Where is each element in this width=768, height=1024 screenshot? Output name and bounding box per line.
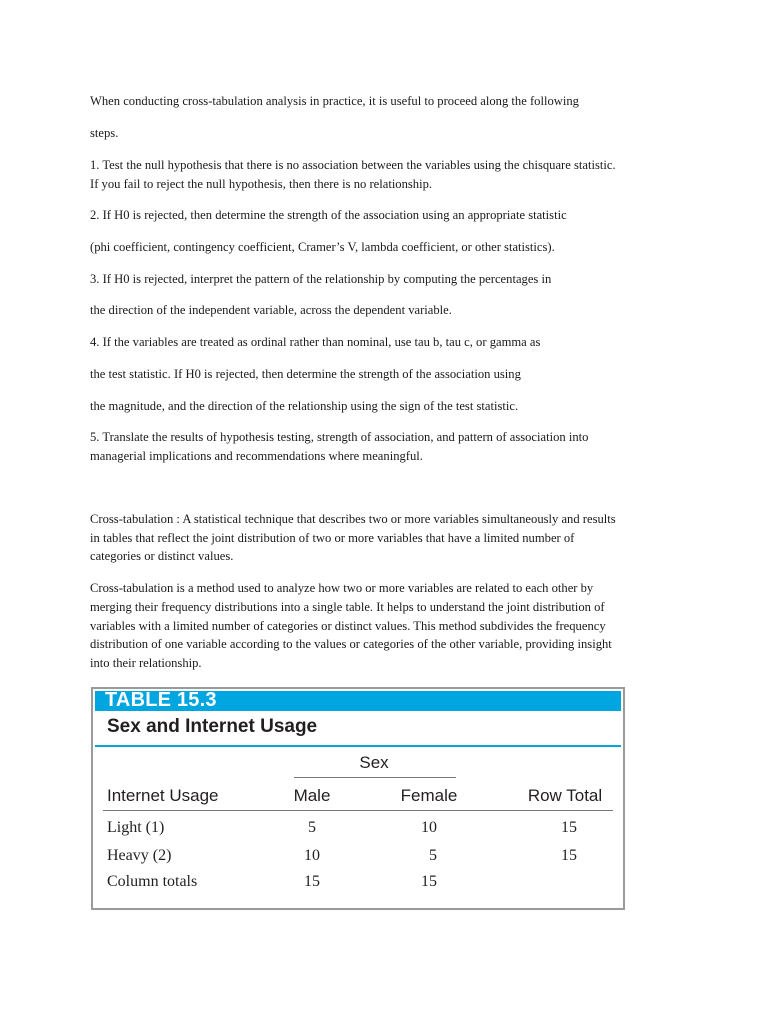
step-4-line-1: 4. If the variables are treated as ordinal rather than nominal, use tau b, tau c, or gamma as [90,335,541,349]
step-2-line-1: 2. If H0 is rejected, then determine the strength of the association using an appropriate statistic [90,208,567,222]
explanation-line-4: distribution of one variable according to the values or categories of the other variable, providing insight [90,637,612,651]
cell-heavy-female: 5 [429,847,437,864]
step-3-line-1: 3. If H0 is rejected, interpret the pattern of the relationship by computing the percentages in [90,272,552,286]
group-header-rule [294,777,456,778]
definition-line-3: categories or distinct values. [90,549,234,563]
step-4-line-3: the magnitude, and the direction of the relationship using the sign of the test statistic. [90,399,519,413]
step-1-line-1: 1. Test the null hypothesis that there is no association between the variables using the chisquare statistic. [90,158,616,172]
table-figure [91,687,625,910]
cell-total-female: 15 [421,873,437,890]
definition-line-2: in tables that reflect the joint distribution of two or more variables that have a limited number of [90,531,575,545]
col-header-row-total: Row Total [527,786,603,805]
cell-total-male: 15 [304,873,320,890]
table-label-bar [95,691,621,711]
cell-light-male: 5 [308,819,316,836]
intro-line-1: When conducting cross-tabulation analysis in practice, it is useful to proceed along the following [90,94,579,108]
explanation-line-5: into their relationship. [90,656,202,670]
cell-light-female: 10 [421,819,437,836]
row-label-light: Light (1) [107,819,165,836]
cell-light-total: 15 [561,819,577,836]
step-1-line-2: If you fail to reject the null hypothesis, then there is no relationship. [90,177,433,191]
intro-line-2: steps. [90,126,119,140]
table-title: Sex and Internet Usage [107,716,318,737]
title-divider [95,745,621,747]
definition-line-1: Cross-tabulation : A statistical technique that describes two or more variables simultaneously and results [90,512,616,526]
step-2-line-2: (phi coefficient, contingency coefficient, Cramer’s V, lambda coefficient, or other statistics). [90,240,555,254]
explanation-line-2: merging their frequency distributions into a single table. It helps to understand the joint distribution of [90,600,605,614]
step-5-line-2: managerial implications and recommendations where meaningful. [90,449,423,463]
row-label-column-totals: Column totals [107,873,198,890]
row-label-heavy: Heavy (2) [107,847,172,864]
col-header-male: Male [293,786,331,805]
col-header-female: Female [400,786,458,805]
group-header-sex: Sex [359,753,389,772]
table-label: TABLE 15.3 [105,689,217,711]
col-header-internet-usage: Internet Usage [107,786,219,805]
explanation-line-3: variables with a limited number of categories or distinct values. This method subdivides the frequency [90,619,606,633]
header-divider [103,810,613,811]
cell-heavy-total: 15 [561,847,577,864]
step-3-line-2: the direction of the independent variable, across the dependent variable. [90,303,452,317]
explanation-line-1: Cross-tabulation is a method used to analyze how two or more variables are related to each other by [90,581,594,595]
cell-heavy-male: 10 [304,847,320,864]
step-5-line-1: 5. Translate the results of hypothesis testing, strength of association, and pattern of association into [90,430,589,444]
step-4-line-2: the test statistic. If H0 is rejected, then determine the strength of the association using [90,367,521,381]
